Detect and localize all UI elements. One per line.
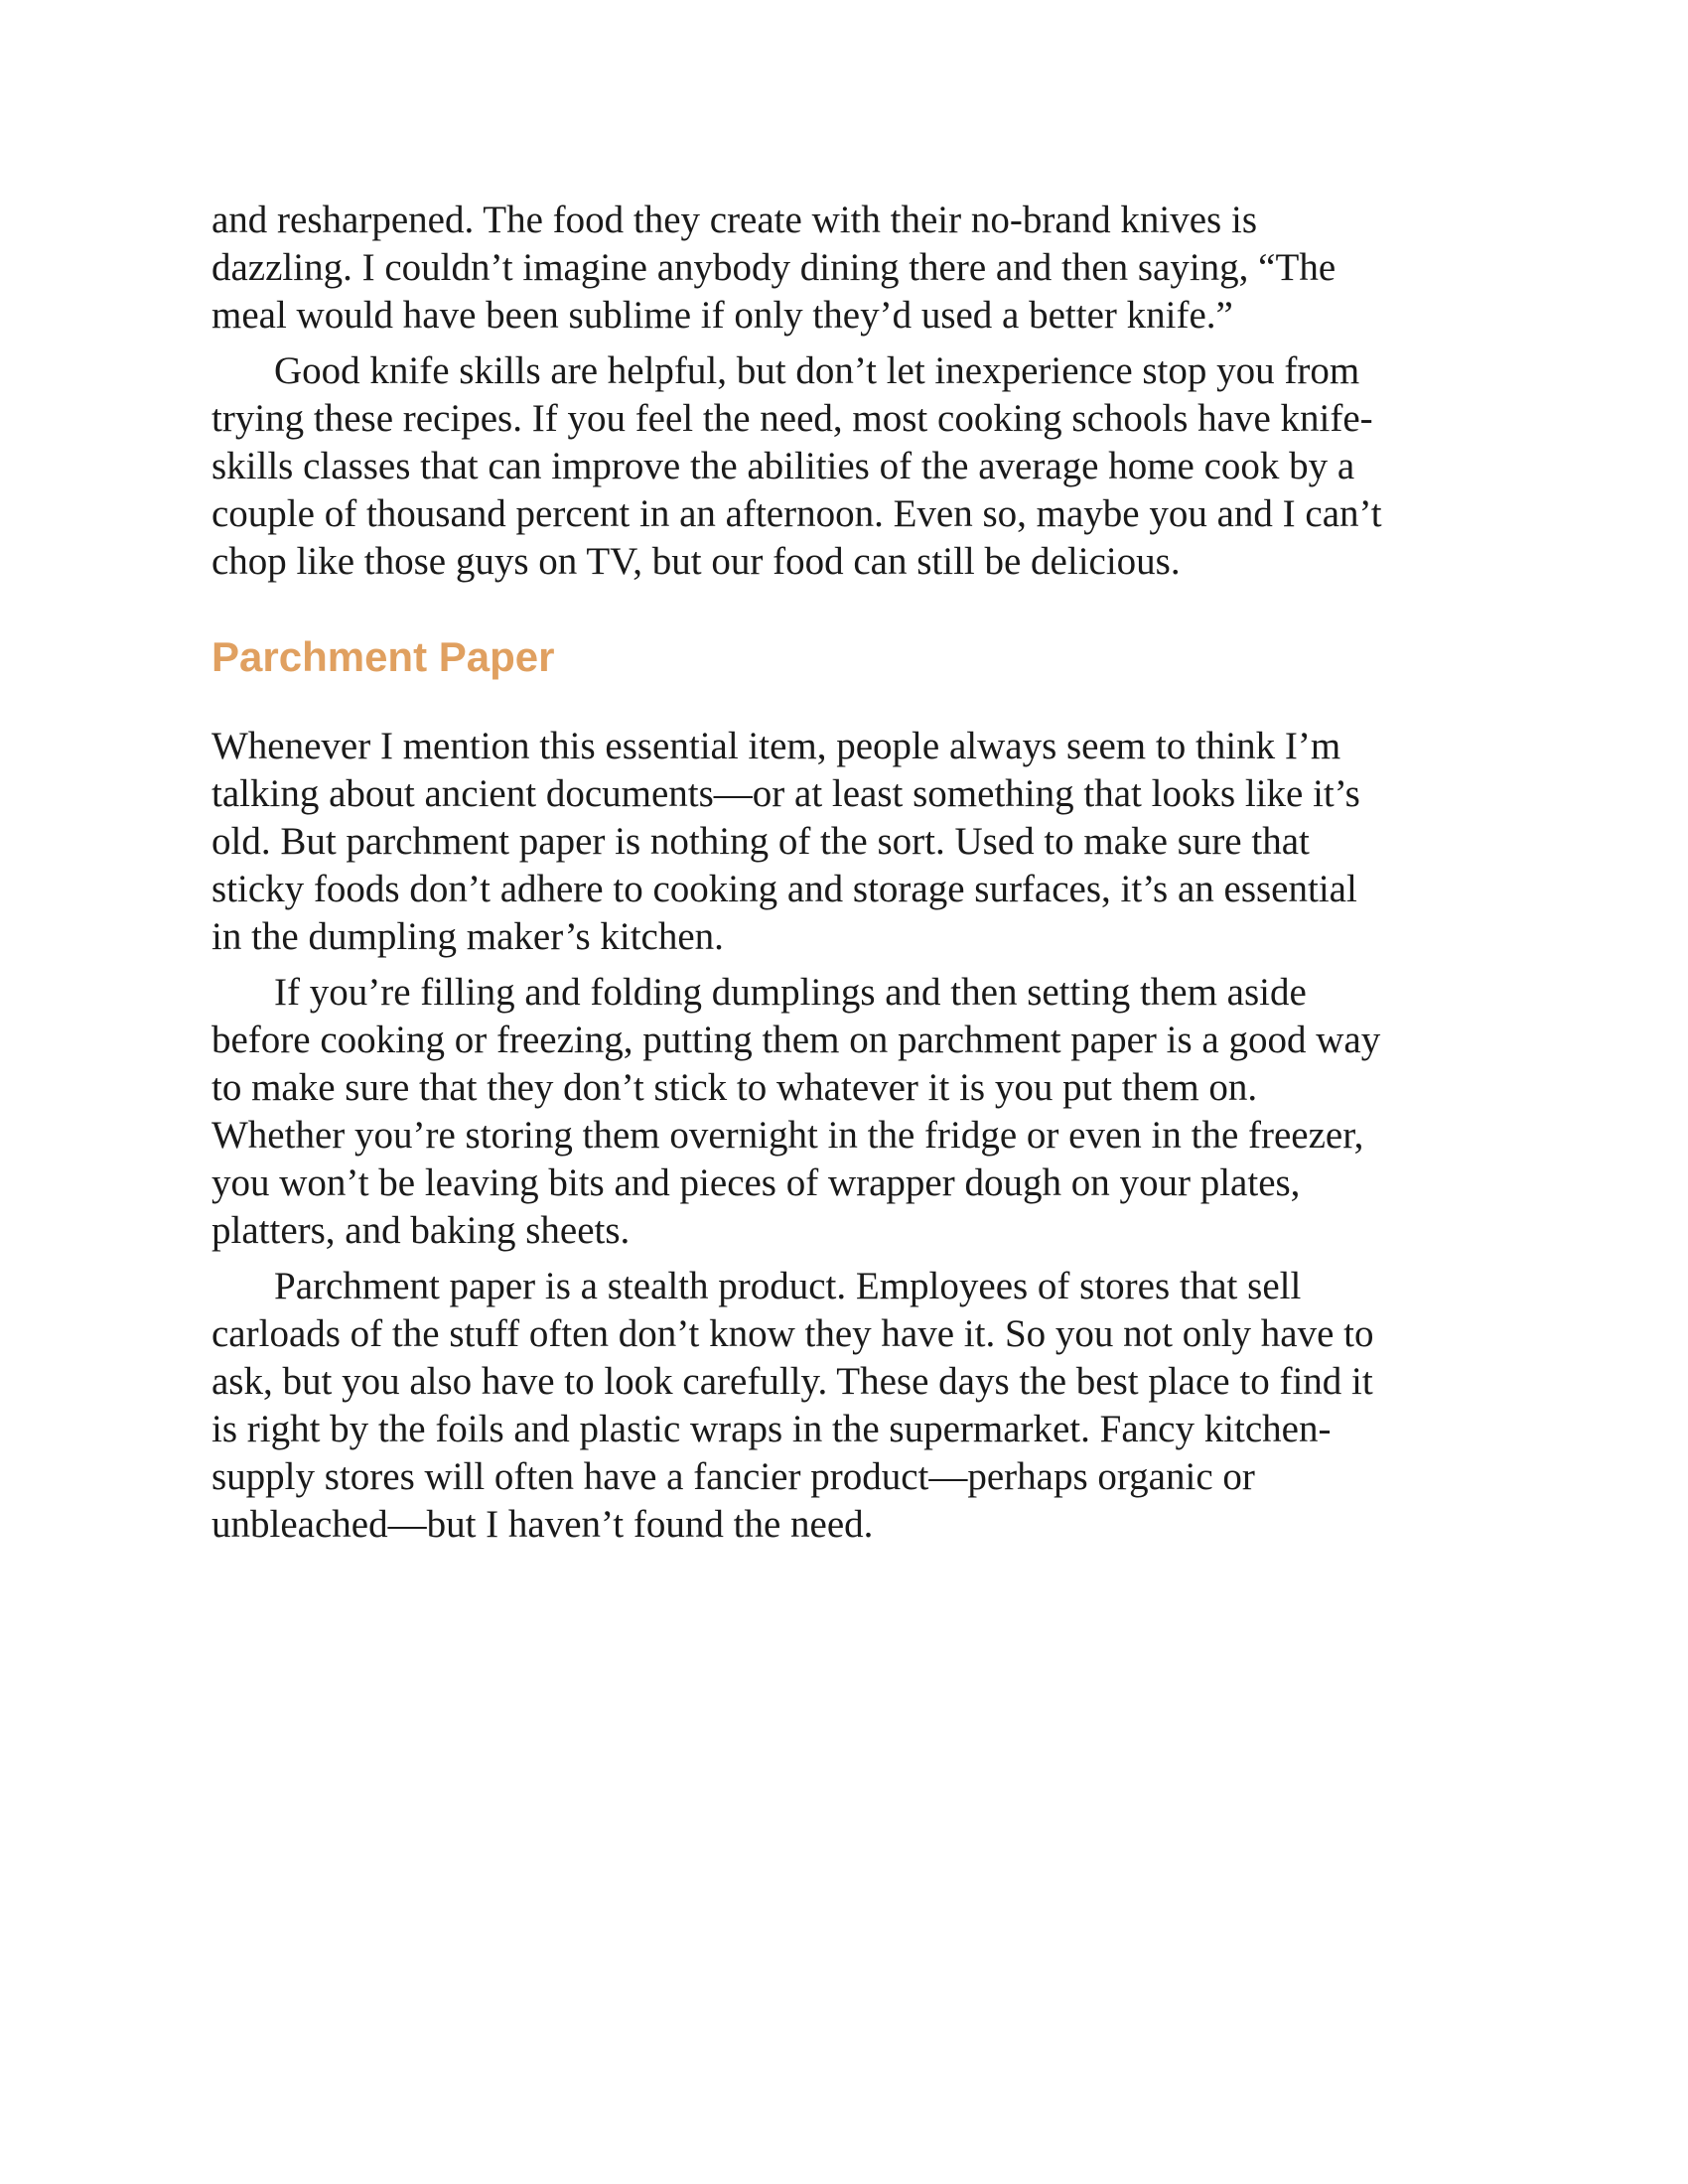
text-line: Whether you’re storing them overnight in the fridge or even in the freezer, bbox=[211, 1114, 1364, 1157]
section-heading-wrap bbox=[211, 631, 1492, 683]
text-line: trying these recipes. If you feel the need, most cooking schools have knife- bbox=[211, 397, 1373, 440]
section-parchment-paper bbox=[211, 723, 1492, 1549]
text-line: sticky foods don’t adhere to cooking and storage surfaces, it’s an essential bbox=[211, 868, 1357, 910]
paragraph-knife-skills bbox=[211, 347, 1492, 586]
text-line: Whenever I mention this essential item, people always seem to think I’m bbox=[211, 725, 1341, 767]
text-line: meal would have been sublime if only they’d used a better knife.” bbox=[211, 294, 1233, 337]
text-line: you won’t be leaving bits and pieces of wrapper dough on your plates, bbox=[211, 1161, 1301, 1204]
text-line: is right by the foils and plastic wraps in the supermarket. Fancy kitchen- bbox=[211, 1408, 1332, 1450]
text-line: couple of thousand percent in an afternoon. Even so, maybe you and I can’t bbox=[211, 492, 1382, 535]
text-line: to make sure that they don’t stick to whatever it is you put them on. bbox=[211, 1066, 1258, 1109]
text-line: unbleached—but I haven’t found the need. bbox=[211, 1503, 874, 1546]
text-line: Good knife skills are helpful, but don’t let inexperience stop you from bbox=[274, 349, 1360, 392]
text-line: in the dumpling maker’s kitchen. bbox=[211, 915, 724, 958]
section-knife-continuation bbox=[211, 197, 1492, 586]
text-line: If you’re filling and folding dumplings and then setting them aside bbox=[274, 971, 1307, 1014]
text-line: dazzling. I couldn’t imagine anybody dining there and then saying, “The bbox=[211, 246, 1336, 289]
text-line: supply stores will often have a fancier product—perhaps organic or bbox=[211, 1455, 1255, 1498]
text-line: old. But parchment paper is nothing of the sort. Used to make sure that bbox=[211, 820, 1310, 863]
text-line: and resharpened. The food they create with their no-brand knives is bbox=[211, 199, 1257, 241]
text-line: talking about ancient documents—or at least something that looks like it’s bbox=[211, 772, 1360, 815]
section-heading-parchment-paper: Parchment Paper bbox=[211, 633, 555, 680]
text-line: platters, and baking sheets. bbox=[211, 1209, 631, 1252]
paragraph-parchment-usage bbox=[211, 969, 1492, 1255]
text-line: before cooking or freezing, putting them on parchment paper is a good way bbox=[211, 1019, 1381, 1061]
paragraph-parchment-intro bbox=[211, 723, 1492, 961]
paragraph-parchment-stealth bbox=[211, 1263, 1492, 1549]
text-line: ask, but you also have to look carefully. These days the best place to find it bbox=[211, 1360, 1373, 1403]
text-line: chop like those guys on TV, but our food can still be delicious. bbox=[211, 540, 1181, 583]
document-page bbox=[211, 197, 1492, 1549]
text-line: carloads of the stuff often don’t know they have it. So you not only have to bbox=[211, 1312, 1374, 1355]
paragraph-knives-continued bbox=[211, 197, 1492, 340]
text-line: Parchment paper is a stealth product. Employees of stores that sell bbox=[274, 1265, 1302, 1307]
text-line: skills classes that can improve the abilities of the average home cook by a bbox=[211, 445, 1355, 487]
